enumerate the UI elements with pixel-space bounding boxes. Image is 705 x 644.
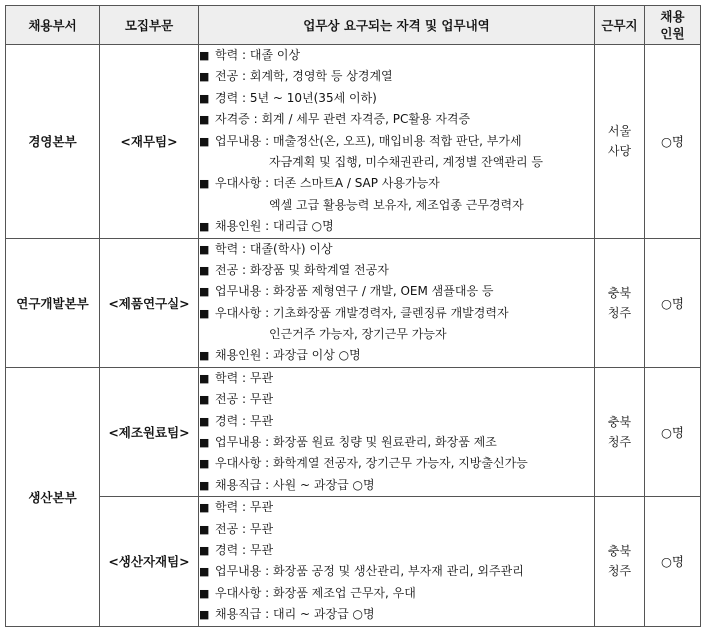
requirements-cell — [199, 367, 595, 496]
header-row — [6, 6, 701, 45]
bullet-icon: ■ — [199, 608, 210, 622]
bullet-icon: ■ — [199, 414, 210, 428]
table-row — [6, 238, 701, 367]
requirement-text: 전공 : 무관 — [215, 392, 274, 407]
requirement-text: 엑셀 고급 활용능력 보유자, 제조업종 근무경력자 — [269, 197, 524, 212]
requirement-text: 업무내용 : 화장품 제형연구 / 개발, OEM 샘플대응 등 — [215, 284, 494, 299]
bullet-icon: ■ — [199, 49, 210, 62]
header-requirements: 업무상 요구되는 자격 및 업무내역 — [199, 6, 595, 45]
requirements-cell — [199, 45, 595, 239]
recruitment-table-wrapper — [5, 5, 700, 627]
requirement-line — [199, 540, 594, 561]
bullet-icon: ■ — [199, 306, 210, 320]
bullet-icon: ■ — [199, 586, 210, 600]
requirement-line — [199, 195, 594, 216]
location-line: 충북 — [607, 285, 632, 300]
location-line: 충북 — [607, 415, 632, 430]
requirement-line — [199, 453, 594, 474]
bullet-icon: ■ — [199, 263, 210, 277]
header-dept: 채용부서 — [6, 6, 100, 45]
bullet-icon: ■ — [199, 436, 210, 450]
section-cell: <재무팀> — [100, 45, 199, 239]
requirement-text: 인근거주 가능자, 장기근무 가능자 — [269, 327, 447, 342]
location-line: 청주 — [607, 305, 632, 320]
requirement-text: 업무내용 : 화장품 공정 및 생산관리, 부자재 관리, 외주관리 — [215, 564, 524, 579]
location-cell — [595, 367, 645, 496]
header-count-line2: 인원 — [660, 26, 685, 41]
bullet-icon: ■ — [199, 393, 210, 407]
bullet-icon: ■ — [199, 371, 210, 385]
requirement-line — [199, 519, 594, 540]
bullet-icon: ■ — [199, 543, 210, 557]
requirement-line — [199, 45, 594, 66]
header-section: 모집부문 — [100, 6, 199, 45]
count-cell: ○명 — [645, 497, 701, 626]
bullet-icon: ■ — [199, 457, 210, 471]
requirement-line — [199, 561, 594, 582]
requirement-text: 우대사항 : 화학계열 전공자, 장기근무 가능자, 지방출신가능 — [215, 456, 528, 471]
requirement-text: 자격증 : 회계 / 세무 관련 자격증, PC활용 자격증 — [215, 112, 471, 127]
section-cell: <생산자재팀> — [100, 497, 199, 626]
count-cell: ○명 — [645, 45, 701, 239]
requirement-text: 경력 : 무관 — [215, 413, 274, 428]
requirement-text: 우대사항 : 화장품 제조업 근무자, 우대 — [215, 585, 416, 600]
requirement-line — [199, 66, 594, 87]
requirement-line — [199, 152, 594, 173]
bullet-icon: ■ — [199, 565, 210, 579]
requirement-text: 학력 : 무관 — [215, 370, 274, 385]
requirement-text: 경력 : 5년 ~ 10년(35세 이하) — [215, 90, 377, 105]
requirement-line — [199, 173, 594, 194]
location-line: 사당 — [607, 144, 632, 159]
requirement-text: 전공 : 화장품 및 화학계열 전공자 — [215, 262, 389, 277]
requirement-text: 우대사항 : 기초화장품 개발경력자, 클렌징류 개발경력자 — [215, 305, 509, 320]
requirement-text: 전공 : 무관 — [215, 521, 274, 536]
table-row — [6, 45, 701, 239]
requirement-line — [199, 88, 594, 109]
bullet-icon: ■ — [199, 522, 210, 536]
bullet-icon: ■ — [199, 285, 210, 299]
location-line: 충북 — [607, 544, 632, 559]
requirement-text: 업무내용 : 매출정산(온, 오프), 매입비용 적합 판단, 부가세 — [215, 133, 522, 148]
requirement-text: 채용직급 : 대리 ~ 과장급 ○명 — [215, 607, 375, 622]
bullet-icon: ■ — [199, 177, 210, 191]
dept-cell: 경영본부 — [6, 45, 100, 239]
requirement-line — [199, 216, 594, 237]
header-count — [645, 6, 701, 45]
section-cell: <제품연구실> — [100, 238, 199, 367]
requirement-line — [199, 475, 594, 496]
requirement-line — [199, 345, 594, 366]
requirement-text: 채용인원 : 대리급 ○명 — [215, 219, 334, 234]
dept-cell: 생산본부 — [6, 367, 100, 626]
requirement-text: 학력 : 대졸(학사) 이상 — [215, 241, 333, 256]
bullet-icon: ■ — [199, 113, 210, 127]
requirement-line — [199, 389, 594, 410]
count-cell: ○명 — [645, 238, 701, 367]
requirement-text: 자금계획 및 집행, 미수채권관리, 계정별 잔액관리 등 — [269, 154, 543, 169]
location-cell — [595, 45, 645, 239]
requirement-text: 우대사항 : 더존 스마트A / SAP 사용가능자 — [215, 176, 440, 191]
bullet-icon: ■ — [199, 242, 210, 256]
bullet-icon: ■ — [199, 501, 210, 515]
requirement-line — [199, 604, 594, 625]
location-line: 청주 — [607, 435, 632, 450]
bullet-icon: ■ — [199, 478, 210, 492]
requirement-text: 업무내용 : 화장품 원료 칭량 및 원료관리, 화장품 제조 — [215, 435, 497, 450]
requirement-text: 전공 : 회계학, 경영학 등 상경계열 — [215, 69, 393, 84]
location-line: 서울 — [607, 124, 632, 139]
requirement-line — [199, 368, 594, 389]
requirement-text: 채용직급 : 사원 ~ 과장급 ○명 — [215, 477, 375, 492]
header-location: 근무지 — [595, 6, 645, 45]
header-count-line1: 채용 — [660, 9, 685, 24]
requirement-line — [199, 583, 594, 604]
location-cell — [595, 497, 645, 626]
section-cell: <제조원료팀> — [100, 367, 199, 496]
table-row — [6, 367, 701, 496]
requirements-cell — [199, 238, 595, 367]
table-row — [6, 497, 701, 626]
requirement-line — [199, 432, 594, 453]
dept-cell: 연구개발본부 — [6, 238, 100, 367]
requirement-text: 학력 : 무관 — [215, 500, 274, 515]
requirement-line — [199, 497, 594, 518]
location-line: 청주 — [607, 564, 632, 579]
requirement-line — [199, 109, 594, 130]
requirement-line — [199, 303, 594, 324]
bullet-icon: ■ — [199, 134, 210, 148]
requirement-line — [199, 131, 594, 152]
count-cell: ○명 — [645, 367, 701, 496]
bullet-icon: ■ — [199, 70, 210, 84]
requirement-line — [199, 260, 594, 281]
recruitment-table — [5, 5, 701, 627]
requirement-text: 경력 : 무관 — [215, 542, 274, 557]
requirement-line — [199, 411, 594, 432]
requirement-text: 학력 : 대졸 이상 — [215, 48, 301, 62]
requirement-text: 채용인원 : 과장급 이상 ○명 — [215, 348, 361, 363]
requirement-line — [199, 324, 594, 345]
location-cell — [595, 238, 645, 367]
requirement-line — [199, 239, 594, 260]
bullet-icon: ■ — [199, 220, 210, 234]
bullet-icon: ■ — [199, 91, 210, 105]
requirement-line — [199, 281, 594, 302]
bullet-icon: ■ — [199, 349, 210, 363]
requirements-cell — [199, 497, 595, 626]
